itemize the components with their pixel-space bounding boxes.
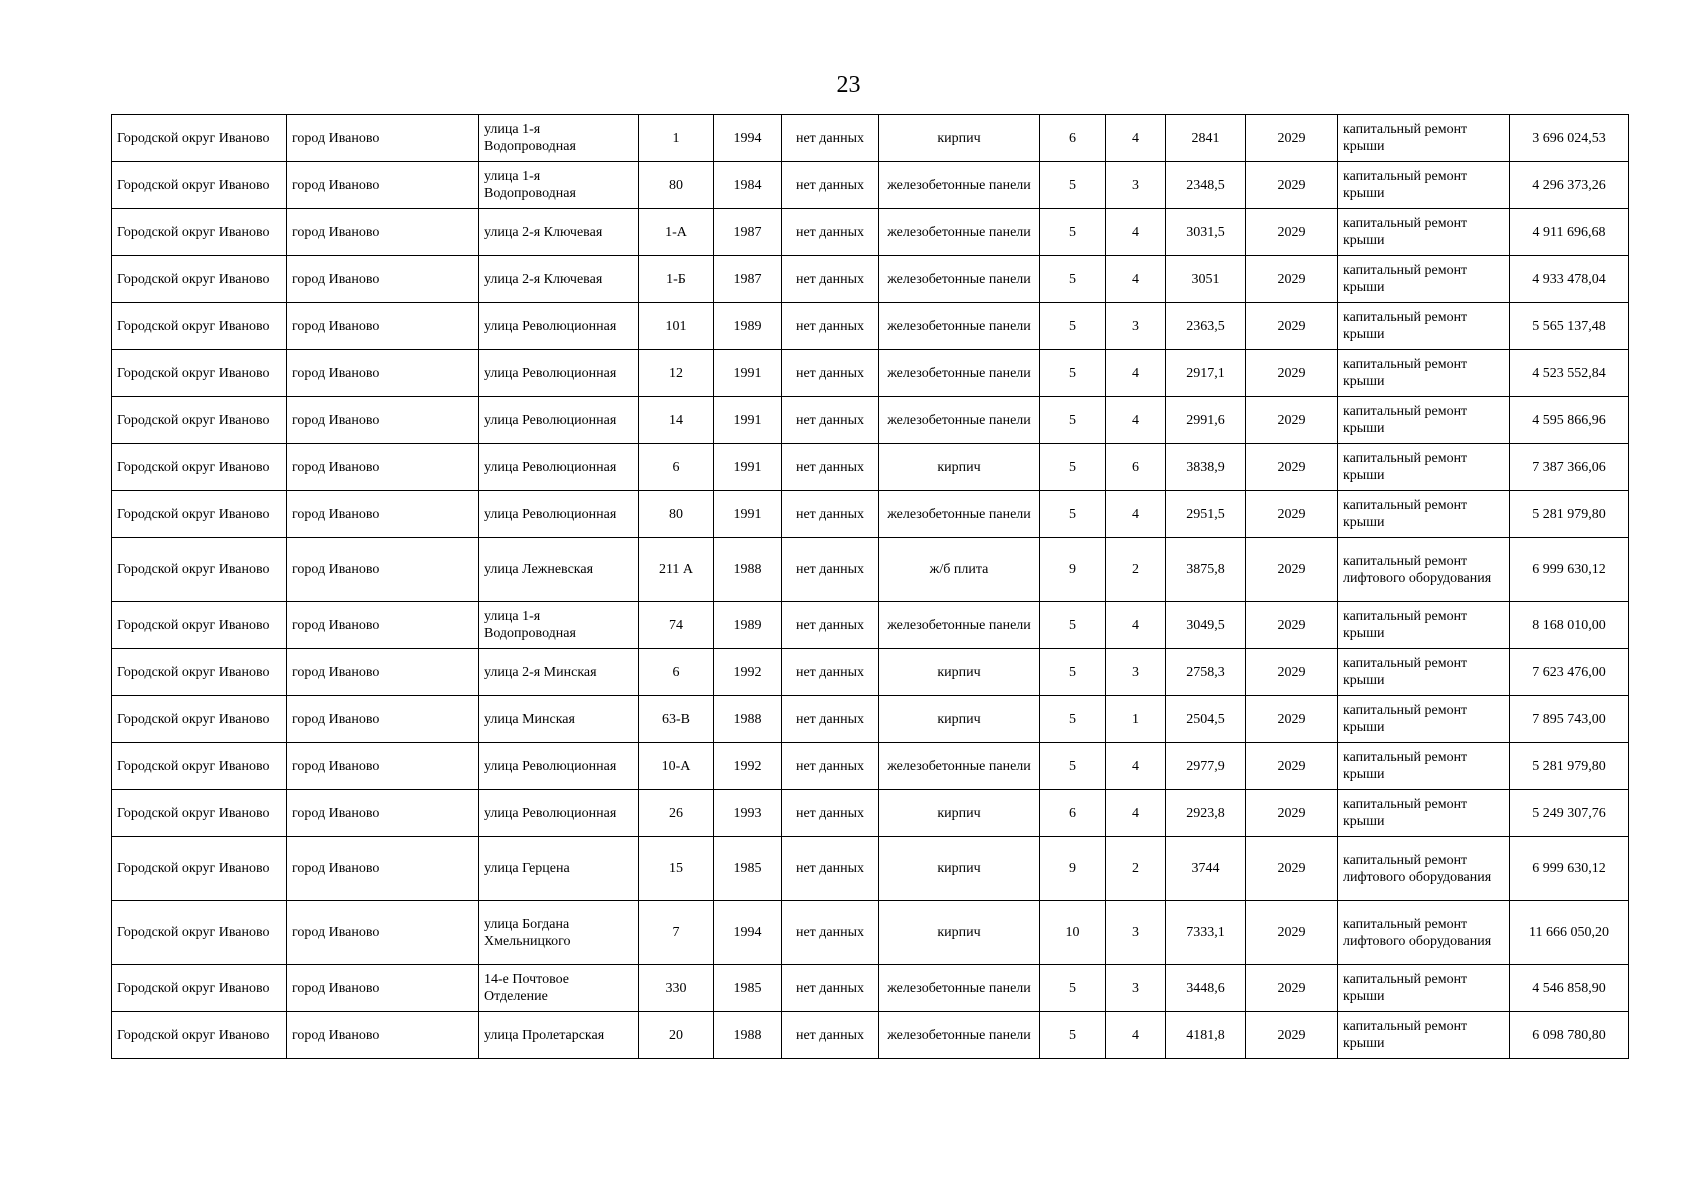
build-year-cell: 1991 [714, 491, 782, 538]
plan-year-cell: 2029 [1246, 397, 1338, 444]
info-cell: нет данных [782, 790, 879, 837]
work-type-cell: капитальный ремонт крыши [1338, 209, 1510, 256]
city-cell: город Иваново [287, 444, 479, 491]
cost-cell: 7 387 366,06 [1510, 444, 1629, 491]
cost-cell: 11 666 050,20 [1510, 901, 1629, 965]
wall-material-cell: железобетонные панели [879, 162, 1040, 209]
city-cell: город Иваново [287, 162, 479, 209]
build-year-cell: 1985 [714, 965, 782, 1012]
entrances-cell: 4 [1106, 115, 1166, 162]
street-cell: улица Герцена [479, 837, 639, 901]
plan-year-cell: 2029 [1246, 538, 1338, 602]
work-type-cell: капитальный ремонт крыши [1338, 162, 1510, 209]
house-number-cell: 15 [639, 837, 714, 901]
okrug-cell: Городской округ Иваново [112, 901, 287, 965]
entrances-cell: 3 [1106, 303, 1166, 350]
okrug-cell: Городской округ Иваново [112, 1012, 287, 1059]
page-number: 23 [836, 72, 861, 98]
entrances-cell: 3 [1106, 901, 1166, 965]
city-cell: город Иваново [287, 115, 479, 162]
house-number-cell: 63-В [639, 696, 714, 743]
okrug-cell: Городской округ Иваново [112, 256, 287, 303]
info-cell: нет данных [782, 115, 879, 162]
info-cell: нет данных [782, 696, 879, 743]
area-cell: 3838,9 [1166, 444, 1246, 491]
plan-year-cell: 2029 [1246, 837, 1338, 901]
city-cell: город Иваново [287, 1012, 479, 1059]
street-cell: улица Революционная [479, 491, 639, 538]
table-row [112, 115, 1629, 162]
house-number-cell: 74 [639, 602, 714, 649]
plan-year-cell: 2029 [1246, 162, 1338, 209]
info-cell: нет данных [782, 743, 879, 790]
house-number-cell: 6 [639, 649, 714, 696]
plan-year-cell: 2029 [1246, 444, 1338, 491]
street-cell: улица Революционная [479, 303, 639, 350]
street-cell: улица Пролетарская [479, 1012, 639, 1059]
info-cell: нет данных [782, 256, 879, 303]
table-row [112, 743, 1629, 790]
work-type-cell: капитальный ремонт крыши [1338, 602, 1510, 649]
city-cell: город Иваново [287, 743, 479, 790]
info-cell: нет данных [782, 491, 879, 538]
city-cell: город Иваново [287, 491, 479, 538]
entrances-cell: 3 [1106, 965, 1166, 1012]
work-type-cell: капитальный ремонт крыши [1338, 115, 1510, 162]
city-cell: город Иваново [287, 397, 479, 444]
street-cell: улица Революционная [479, 444, 639, 491]
work-type-cell: капитальный ремонт лифтового оборудования [1338, 837, 1510, 901]
cost-cell: 5 249 307,76 [1510, 790, 1629, 837]
plan-year-cell: 2029 [1246, 649, 1338, 696]
plan-year-cell: 2029 [1246, 209, 1338, 256]
house-number-cell: 211 А [639, 538, 714, 602]
entrances-cell: 4 [1106, 256, 1166, 303]
table-row [112, 350, 1629, 397]
cost-cell: 7 895 743,00 [1510, 696, 1629, 743]
wall-material-cell: железобетонные панели [879, 397, 1040, 444]
table-row [112, 162, 1629, 209]
build-year-cell: 1988 [714, 1012, 782, 1059]
house-number-cell: 10-А [639, 743, 714, 790]
okrug-cell: Городской округ Иваново [112, 602, 287, 649]
area-cell: 2758,3 [1166, 649, 1246, 696]
house-number-cell: 26 [639, 790, 714, 837]
wall-material-cell: кирпич [879, 696, 1040, 743]
entrances-cell: 6 [1106, 444, 1166, 491]
street-cell: улица 1-я Водопроводная [479, 602, 639, 649]
okrug-cell: Городской округ Иваново [112, 837, 287, 901]
work-type-cell: капитальный ремонт крыши [1338, 965, 1510, 1012]
cost-cell: 5 281 979,80 [1510, 491, 1629, 538]
okrug-cell: Городской округ Иваново [112, 491, 287, 538]
info-cell: нет данных [782, 162, 879, 209]
area-cell: 3448,6 [1166, 965, 1246, 1012]
wall-material-cell: кирпич [879, 115, 1040, 162]
city-cell: город Иваново [287, 696, 479, 743]
info-cell: нет данных [782, 901, 879, 965]
cost-cell: 7 623 476,00 [1510, 649, 1629, 696]
city-cell: город Иваново [287, 602, 479, 649]
build-year-cell: 1989 [714, 602, 782, 649]
info-cell: нет данных [782, 965, 879, 1012]
info-cell: нет данных [782, 538, 879, 602]
build-year-cell: 1993 [714, 790, 782, 837]
build-year-cell: 1991 [714, 397, 782, 444]
city-cell: город Иваново [287, 350, 479, 397]
info-cell: нет данных [782, 303, 879, 350]
build-year-cell: 1988 [714, 538, 782, 602]
cost-cell: 4 911 696,68 [1510, 209, 1629, 256]
buildings-table [111, 114, 1629, 1059]
cost-cell: 6 999 630,12 [1510, 837, 1629, 901]
city-cell: город Иваново [287, 837, 479, 901]
okrug-cell: Городской округ Иваново [112, 965, 287, 1012]
floors-cell: 5 [1040, 209, 1106, 256]
table-row [112, 837, 1629, 901]
wall-material-cell: кирпич [879, 837, 1040, 901]
cost-cell: 4 523 552,84 [1510, 350, 1629, 397]
street-cell: улица Богдана Хмельницкого [479, 901, 639, 965]
house-number-cell: 80 [639, 491, 714, 538]
plan-year-cell: 2029 [1246, 1012, 1338, 1059]
plan-year-cell: 2029 [1246, 602, 1338, 649]
build-year-cell: 1994 [714, 901, 782, 965]
cost-cell: 4 595 866,96 [1510, 397, 1629, 444]
entrances-cell: 2 [1106, 837, 1166, 901]
cost-cell: 5 565 137,48 [1510, 303, 1629, 350]
city-cell: город Иваново [287, 256, 479, 303]
table-row [112, 649, 1629, 696]
floors-cell: 5 [1040, 696, 1106, 743]
area-cell: 2951,5 [1166, 491, 1246, 538]
build-year-cell: 1985 [714, 837, 782, 901]
house-number-cell: 12 [639, 350, 714, 397]
plan-year-cell: 2029 [1246, 115, 1338, 162]
cost-cell: 4 546 858,90 [1510, 965, 1629, 1012]
okrug-cell: Городской округ Иваново [112, 162, 287, 209]
floors-cell: 9 [1040, 837, 1106, 901]
house-number-cell: 14 [639, 397, 714, 444]
street-cell: улица 1-я Водопроводная [479, 162, 639, 209]
build-year-cell: 1987 [714, 256, 782, 303]
street-cell: улица Минская [479, 696, 639, 743]
floors-cell: 5 [1040, 1012, 1106, 1059]
wall-material-cell: железобетонные панели [879, 491, 1040, 538]
okrug-cell: Городской округ Иваново [112, 649, 287, 696]
wall-material-cell: железобетонные панели [879, 602, 1040, 649]
city-cell: город Иваново [287, 303, 479, 350]
info-cell: нет данных [782, 649, 879, 696]
house-number-cell: 1 [639, 115, 714, 162]
entrances-cell: 4 [1106, 397, 1166, 444]
floors-cell: 5 [1040, 397, 1106, 444]
wall-material-cell: железобетонные панели [879, 743, 1040, 790]
area-cell: 7333,1 [1166, 901, 1246, 965]
build-year-cell: 1987 [714, 209, 782, 256]
street-cell: улица Революционная [479, 397, 639, 444]
plan-year-cell: 2029 [1246, 696, 1338, 743]
house-number-cell: 20 [639, 1012, 714, 1059]
area-cell: 2348,5 [1166, 162, 1246, 209]
cost-cell: 4 933 478,04 [1510, 256, 1629, 303]
wall-material-cell: железобетонные панели [879, 350, 1040, 397]
work-type-cell: капитальный ремонт крыши [1338, 350, 1510, 397]
floors-cell: 5 [1040, 491, 1106, 538]
wall-material-cell: кирпич [879, 444, 1040, 491]
build-year-cell: 1994 [714, 115, 782, 162]
info-cell: нет данных [782, 1012, 879, 1059]
entrances-cell: 3 [1106, 162, 1166, 209]
table-row [112, 256, 1629, 303]
area-cell: 3875,8 [1166, 538, 1246, 602]
street-cell: улица Лежневская [479, 538, 639, 602]
cost-cell: 3 696 024,53 [1510, 115, 1629, 162]
build-year-cell: 1991 [714, 350, 782, 397]
wall-material-cell: железобетонные панели [879, 256, 1040, 303]
entrances-cell: 4 [1106, 350, 1166, 397]
street-cell: улица Революционная [479, 790, 639, 837]
floors-cell: 10 [1040, 901, 1106, 965]
area-cell: 2917,1 [1166, 350, 1246, 397]
house-number-cell: 6 [639, 444, 714, 491]
city-cell: город Иваново [287, 649, 479, 696]
table-row [112, 538, 1629, 602]
area-cell: 2991,6 [1166, 397, 1246, 444]
entrances-cell: 2 [1106, 538, 1166, 602]
okrug-cell: Городской округ Иваново [112, 743, 287, 790]
wall-material-cell: кирпич [879, 901, 1040, 965]
okrug-cell: Городской округ Иваново [112, 303, 287, 350]
street-cell: улица Революционная [479, 743, 639, 790]
floors-cell: 6 [1040, 115, 1106, 162]
okrug-cell: Городской округ Иваново [112, 696, 287, 743]
street-cell: 14-е Почтовое Отделение [479, 965, 639, 1012]
wall-material-cell: железобетонные панели [879, 1012, 1040, 1059]
info-cell: нет данных [782, 209, 879, 256]
house-number-cell: 80 [639, 162, 714, 209]
okrug-cell: Городской округ Иваново [112, 397, 287, 444]
city-cell: город Иваново [287, 965, 479, 1012]
area-cell: 2504,5 [1166, 696, 1246, 743]
cost-cell: 4 296 373,26 [1510, 162, 1629, 209]
floors-cell: 5 [1040, 743, 1106, 790]
area-cell: 2363,5 [1166, 303, 1246, 350]
okrug-cell: Городской округ Иваново [112, 444, 287, 491]
info-cell: нет данных [782, 837, 879, 901]
wall-material-cell: железобетонные панели [879, 209, 1040, 256]
city-cell: город Иваново [287, 790, 479, 837]
plan-year-cell: 2029 [1246, 743, 1338, 790]
house-number-cell: 101 [639, 303, 714, 350]
floors-cell: 5 [1040, 444, 1106, 491]
city-cell: город Иваново [287, 538, 479, 602]
area-cell: 2923,8 [1166, 790, 1246, 837]
entrances-cell: 4 [1106, 790, 1166, 837]
street-cell: улица 2-я Ключевая [479, 209, 639, 256]
work-type-cell: капитальный ремонт крыши [1338, 303, 1510, 350]
table-row [112, 491, 1629, 538]
street-cell: улица 2-я Минская [479, 649, 639, 696]
floors-cell: 5 [1040, 162, 1106, 209]
plan-year-cell: 2029 [1246, 790, 1338, 837]
info-cell: нет данных [782, 444, 879, 491]
work-type-cell: капитальный ремонт крыши [1338, 696, 1510, 743]
plan-year-cell: 2029 [1246, 256, 1338, 303]
wall-material-cell: кирпич [879, 649, 1040, 696]
work-type-cell: капитальный ремонт крыши [1338, 790, 1510, 837]
plan-year-cell: 2029 [1246, 491, 1338, 538]
table-row [112, 696, 1629, 743]
table-row [112, 1012, 1629, 1059]
work-type-cell: капитальный ремонт лифтового оборудования [1338, 901, 1510, 965]
plan-year-cell: 2029 [1246, 350, 1338, 397]
entrances-cell: 4 [1106, 1012, 1166, 1059]
city-cell: город Иваново [287, 209, 479, 256]
wall-material-cell: железобетонные панели [879, 965, 1040, 1012]
floors-cell: 9 [1040, 538, 1106, 602]
work-type-cell: капитальный ремонт крыши [1338, 444, 1510, 491]
info-cell: нет данных [782, 350, 879, 397]
info-cell: нет данных [782, 397, 879, 444]
cost-cell: 8 168 010,00 [1510, 602, 1629, 649]
okrug-cell: Городской округ Иваново [112, 350, 287, 397]
table-row [112, 790, 1629, 837]
floors-cell: 6 [1040, 790, 1106, 837]
work-type-cell: капитальный ремонт крыши [1338, 491, 1510, 538]
area-cell: 3051 [1166, 256, 1246, 303]
entrances-cell: 4 [1106, 743, 1166, 790]
floors-cell: 5 [1040, 602, 1106, 649]
plan-year-cell: 2029 [1246, 901, 1338, 965]
house-number-cell: 330 [639, 965, 714, 1012]
city-cell: город Иваново [287, 901, 479, 965]
table-row [112, 602, 1629, 649]
build-year-cell: 1991 [714, 444, 782, 491]
entrances-cell: 1 [1106, 696, 1166, 743]
okrug-cell: Городской округ Иваново [112, 209, 287, 256]
wall-material-cell: железобетонные панели [879, 303, 1040, 350]
entrances-cell: 4 [1106, 602, 1166, 649]
area-cell: 3744 [1166, 837, 1246, 901]
house-number-cell: 7 [639, 901, 714, 965]
okrug-cell: Городской округ Иваново [112, 538, 287, 602]
table-row [112, 901, 1629, 965]
work-type-cell: капитальный ремонт лифтового оборудования [1338, 538, 1510, 602]
house-number-cell: 1-Б [639, 256, 714, 303]
entrances-cell: 4 [1106, 491, 1166, 538]
entrances-cell: 4 [1106, 209, 1166, 256]
street-cell: улица 1-я Водопроводная [479, 115, 639, 162]
okrug-cell: Городской округ Иваново [112, 115, 287, 162]
area-cell: 3031,5 [1166, 209, 1246, 256]
cost-cell: 6 098 780,80 [1510, 1012, 1629, 1059]
street-cell: улица 2-я Ключевая [479, 256, 639, 303]
table-row [112, 397, 1629, 444]
okrug-cell: Городской округ Иваново [112, 790, 287, 837]
house-number-cell: 1-А [639, 209, 714, 256]
floors-cell: 5 [1040, 965, 1106, 1012]
cost-cell: 6 999 630,12 [1510, 538, 1629, 602]
plan-year-cell: 2029 [1246, 965, 1338, 1012]
build-year-cell: 1988 [714, 696, 782, 743]
area-cell: 2841 [1166, 115, 1246, 162]
build-year-cell: 1989 [714, 303, 782, 350]
area-cell: 4181,8 [1166, 1012, 1246, 1059]
build-year-cell: 1992 [714, 743, 782, 790]
work-type-cell: капитальный ремонт крыши [1338, 1012, 1510, 1059]
wall-material-cell: кирпич [879, 790, 1040, 837]
floors-cell: 5 [1040, 256, 1106, 303]
floors-cell: 5 [1040, 649, 1106, 696]
build-year-cell: 1984 [714, 162, 782, 209]
work-type-cell: капитальный ремонт крыши [1338, 397, 1510, 444]
info-cell: нет данных [782, 602, 879, 649]
wall-material-cell: ж/б плита [879, 538, 1040, 602]
floors-cell: 5 [1040, 350, 1106, 397]
plan-year-cell: 2029 [1246, 303, 1338, 350]
area-cell: 2977,9 [1166, 743, 1246, 790]
build-year-cell: 1992 [714, 649, 782, 696]
table-row [112, 303, 1629, 350]
table-row [112, 965, 1629, 1012]
work-type-cell: капитальный ремонт крыши [1338, 743, 1510, 790]
street-cell: улица Революционная [479, 350, 639, 397]
entrances-cell: 3 [1106, 649, 1166, 696]
cost-cell: 5 281 979,80 [1510, 743, 1629, 790]
table-row [112, 444, 1629, 491]
table-row [112, 209, 1629, 256]
floors-cell: 5 [1040, 303, 1106, 350]
work-type-cell: капитальный ремонт крыши [1338, 649, 1510, 696]
work-type-cell: капитальный ремонт крыши [1338, 256, 1510, 303]
area-cell: 3049,5 [1166, 602, 1246, 649]
